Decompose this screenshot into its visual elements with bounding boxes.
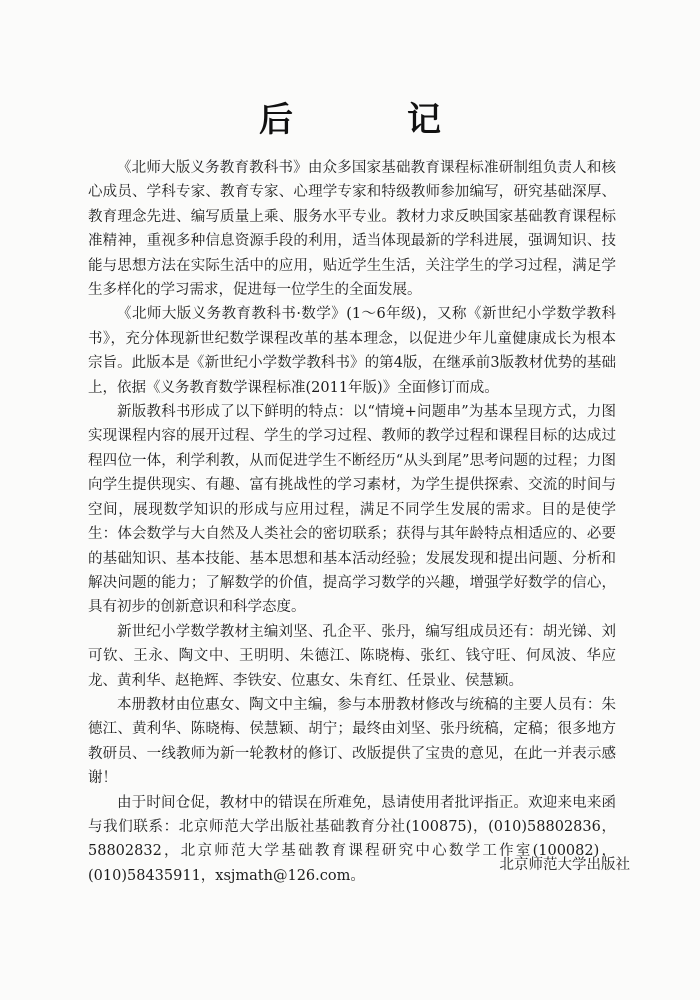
paragraph-contact: 由于时间仓促，教材中的错误在所难免，恳请使用者批评指正。欢迎来电来函与我们联系：北京师范大学出版社基础教育分社(100875)，(010)58802836，58802832，北京师范大学基础教育课程研究中心数学工作室(100082)，(010)58435911，xsjmath@126.com。 — [88, 794, 616, 884]
publisher-signature: 北京师范大学出版社 — [499, 857, 630, 873]
paragraph-features: 新版教科书形成了以下鲜明的特点：以“情境+问题串”为基本呈现方式，力图实现课程内容的展开过程、学生的学习过程、教师的教学过程和课程目标的达成过程四位一体，利学利教，从而促进学生不断经历“从头到尾”思考问题的过程；力图向学生提供现实、有趣、富有挑战性的学习素材，为学生提供探索、交流的时间与空间，展现数学知识的形成与应用过程，满足不同学生发展的需求。目的是使学生：体会数学与大自然及人类社会的密切联系；获得与其年龄特点相适应的、必要的基础知识、基本技能、基本思想和基本活动经验；发展发现和提出问题、分析和解决问题的能力；了解数学的价值，提高学习数学的兴趣，增强学好数学的信心，具有初步的创新意识和科学态度。 — [88, 404, 616, 616]
afterword-body — [88, 156, 616, 888]
paragraph-math-textbook: 《北师大版义务教育教科书·数学》(1～6年级)，又称《新世纪小学数学教科书》，充分体现新世纪数学课程改革的基本理念，以促进少年儿童健康成长为根本宗旨。此版本是《新世纪小学数学教科书》的第4版，在继承前3版教材优势的基础上，依据《义务教育数学课程标准(2011年版)》全面修订而成。 — [88, 306, 616, 396]
paragraph-editors: 新世纪小学数学教材主编刘坚、孔企平、张丹，编写组成员还有：胡光锑、刘可钦、王永、陶文中、王明明、朱德江、陈晓梅、张红、钱守旺、何凤波、华应龙、黄利华、赵艳辉、李铁安、位惠女、朱育红、任景业、侯慧颖。 — [88, 623, 616, 689]
paragraph-volume-editors: 本册教材由位惠女、陶文中主编，参与本册教材修改与统稿的主要人员有：朱德江、黄利华、陈晓梅、侯慧颖、胡宁；最终由刘坚、张丹统稿，定稿；很多地方教研员、一线教师为新一轮教材的修订、改版提供了宝贵的意见，在此一并表示感谢！ — [88, 696, 616, 787]
paragraph-intro: 《北师大版义务教育教科书》由众多国家基础教育课程标准研制组负责人和核心成员、学科专家、教育专家、心理学专家和特级教师参加编写，研究基础深厚、教育理念先进、编写质量上乘、服务水平专业。教材力求反映国家基础教育课程标准精神，重视多种信息资源手段的利用，适当体现最新的学科进展，强调知识、技能与思想方法在实际生活中的应用，贴近学生生活，关注学生的学习过程，满足学生多样化的学习需求，促进每一位学生的全面发展。 — [88, 160, 616, 299]
page-title: 后 记 — [259, 100, 481, 140]
